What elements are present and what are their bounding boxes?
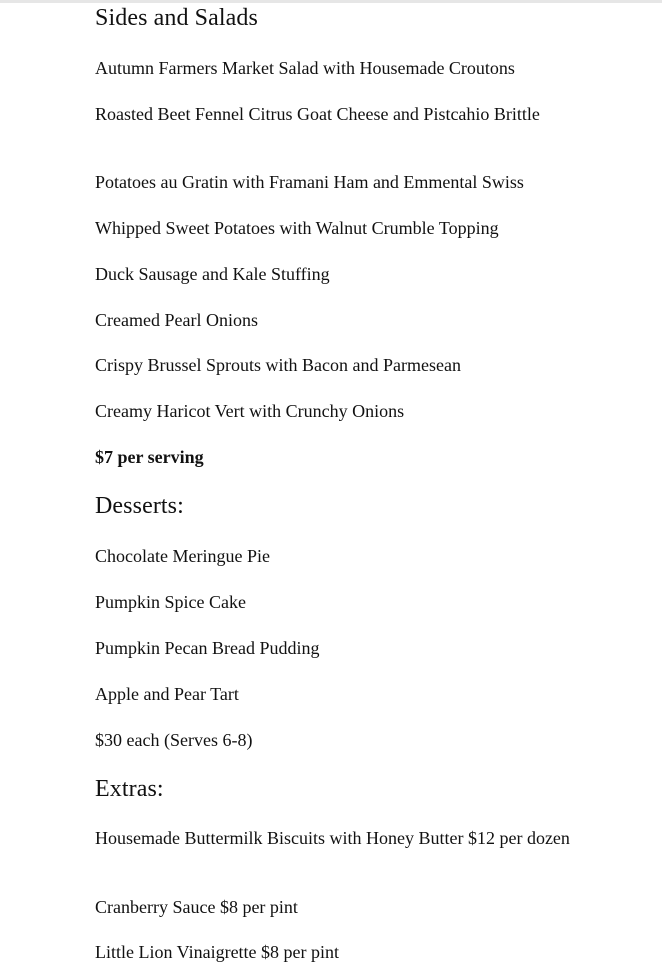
dessert-item: Pumpkin Pecan Bread Pudding xyxy=(95,638,320,658)
sides-heading: Sides and Salads xyxy=(95,5,258,31)
sides-item: Creamy Haricot Vert with Crunchy Onions xyxy=(95,401,405,421)
desserts-price: $30 each (Serves 6-8) xyxy=(95,730,253,750)
sides-item: Crispy Brussel Sprouts with Bacon and Parmesean xyxy=(95,355,461,375)
sides-item: Roasted Beet Fennel Citrus Goat Cheese and Pistcahio Brittle xyxy=(95,104,540,124)
desserts-heading: Desserts: xyxy=(95,493,184,519)
top-divider xyxy=(0,0,662,3)
sides-item: Autumn Farmers Market Salad with Housemade Croutons xyxy=(95,58,515,78)
extras-item: Little Lion Vinaigrette $8 per pint xyxy=(95,942,340,962)
dessert-item: Chocolate Meringue Pie xyxy=(95,546,270,566)
sides-price: $7 per serving xyxy=(95,447,204,467)
sides-item: Duck Sausage and Kale Stuffing xyxy=(95,264,330,284)
sides-item: Creamed Pearl Onions xyxy=(95,310,258,330)
dessert-item: Pumpkin Spice Cake xyxy=(95,592,246,612)
extras-item: Housemade Buttermilk Biscuits with Honey Butter $12 per dozen xyxy=(95,828,570,848)
sides-item: Potatoes au Gratin with Framani Ham and Emmental Swiss xyxy=(95,172,524,192)
sides-item: Whipped Sweet Potatoes with Walnut Crumble Topping xyxy=(95,218,499,238)
extras-item: Cranberry Sauce $8 per pint xyxy=(95,897,298,917)
dessert-item: Apple and Pear Tart xyxy=(95,684,239,704)
extras-heading: Extras: xyxy=(95,776,164,802)
